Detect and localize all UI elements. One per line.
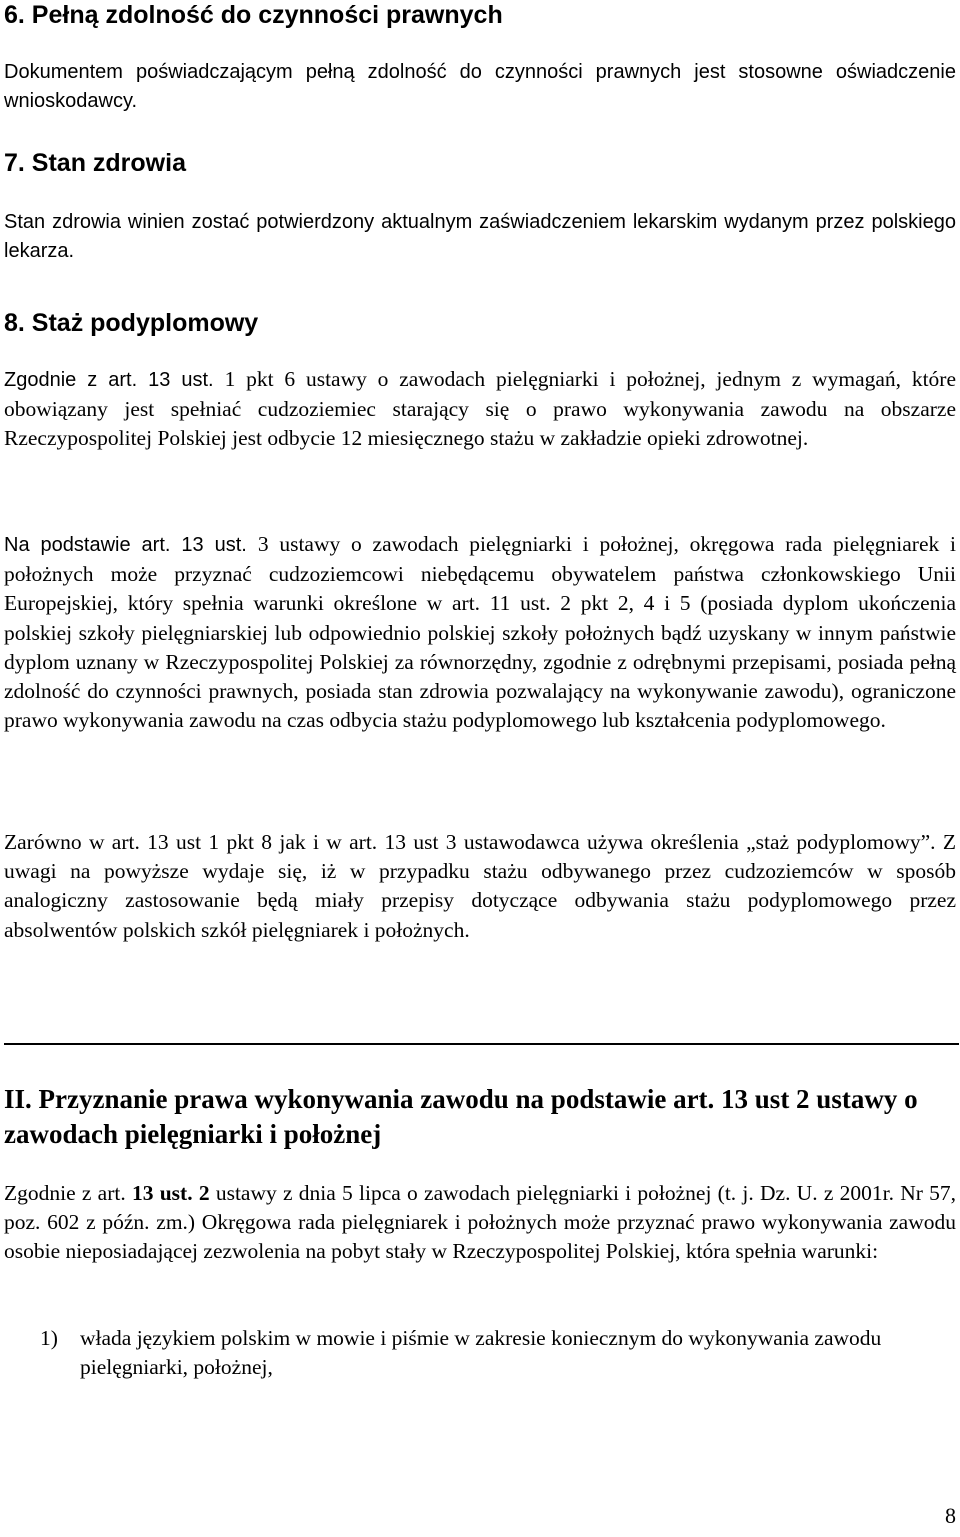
paragraph-2-body: 3 ustawy o zawodach pielęgniarki i położnej, okręgowa rada pielęgniarek i położnych może przyznać cudzoziemcowi niebędącemu obywatelem państwa członkowskiego Unii Europejskiej, który spełnia warunki określone w art. 11 ust. 2 pkt 2, 4 i 5 (posiada dyplom ukończenia polskiej szkoły pielęgniarskiej lub odpowiednio polskiej szkoły położnych bądź uzyskany w innym państwie dyplom uznany w Rzeczypospolitej Polskiej za równorzędny, zgodnie z odrębnymi przepisami, posiada pełną zdolność do czynności prawnych, posiada stan zdrowia pozwalający na wykonywanie zawodu), ograniczone prawo wykonywania zawodu na czas odbycia stażu podyplomowego lub kształcenia podyplomowego. bbox=[4, 532, 956, 733]
conditions-list-item bbox=[40, 1324, 956, 1382]
section-II-paragraph bbox=[4, 1179, 956, 1267]
section-7-text: Stan zdrowia winien zostać potwierdzony aktualnym zaświadczeniem lekarskim wydanym przez polskiego lekarza. bbox=[4, 211, 956, 263]
section-6-text: Dokumentem poświadczającym pełną zdolność do czynności prawnych jest stosowne oświadczenie wnioskodawcy. bbox=[4, 61, 956, 113]
section-II-text-d: 2 bbox=[198, 1181, 210, 1205]
section-8-paragraph-3: Zarówno w art. 13 ust 1 pkt 8 jak i w art. 13 ust 3 ustawodawca używa określenia „staż podyplomowy”. Z uwagi na powyższe wydaje się, iż w przypadku stażu odbywanego przez cudzoziemców w sposób analogiczny zastosowanie będą miały przepisy dotyczące odbywania stażu podyplomowego przez absolwentów polskich szkół pielęgniarek i położnych. bbox=[4, 830, 956, 942]
list-item-number: 1) bbox=[40, 1326, 58, 1350]
section-divider bbox=[4, 1043, 959, 1045]
section-8-paragraph-2 bbox=[4, 530, 956, 735]
section-8-heading: 8. Staż podyplomowy bbox=[4, 309, 259, 337]
paragraph-1-prefix: Zgodnie z art. 13 ust. bbox=[4, 369, 225, 391]
section-II-heading: II. Przyznanie prawa wykonywania zawodu na podstawie art. 13 ust 2 ustawy o zawodach pielęgniarki i położnej bbox=[4, 1084, 918, 1149]
section-8-paragraph-1 bbox=[4, 365, 956, 454]
section-II-text-b: 13 ust. bbox=[131, 1181, 193, 1205]
section-6-heading: 6. Pełną zdolność do czynności prawnych bbox=[4, 1, 503, 29]
paragraph-2-prefix: Na podstawie art. 13 ust. bbox=[4, 534, 258, 556]
page-number: 8 bbox=[945, 1503, 956, 1528]
list-item-text: włada językiem polskim w mowie i piśmie w zakresie koniecznym do wykonywania zawodu pielęgniarki, położnej, bbox=[80, 1326, 882, 1380]
section-II-text-a: Zgodnie z art. bbox=[4, 1181, 132, 1205]
section-II-text-e: ustawy z dnia 5 lipca o zawodach pielęgniarki i położnej (t. j. Dz. U. z 2001r. Nr 57, poz. 602 z późn. zm.) Okręgowa rada pielęgniarek i położnych może przyznać prawo wykonywania zawodu osobie nieposiadającej zezwolenia na pobyt stały w Rzeczypospolitej Polskiej, która spełnia warunki: bbox=[4, 1181, 957, 1264]
section-7-heading: 7. Stan zdrowia bbox=[4, 149, 186, 177]
paragraph-1-body: 1 pkt 6 ustawy o zawodach pielęgniarki i położnej, jednym z wymagań, które obowiązany jest spełniać cudzoziemiec starający się o prawo wykonywania zawodu na obszarze Rzeczypospolitej Polskiej jest odbycie 12 miesięcznego stażu w zakładzie opieki zdrowotnej. bbox=[4, 367, 957, 451]
